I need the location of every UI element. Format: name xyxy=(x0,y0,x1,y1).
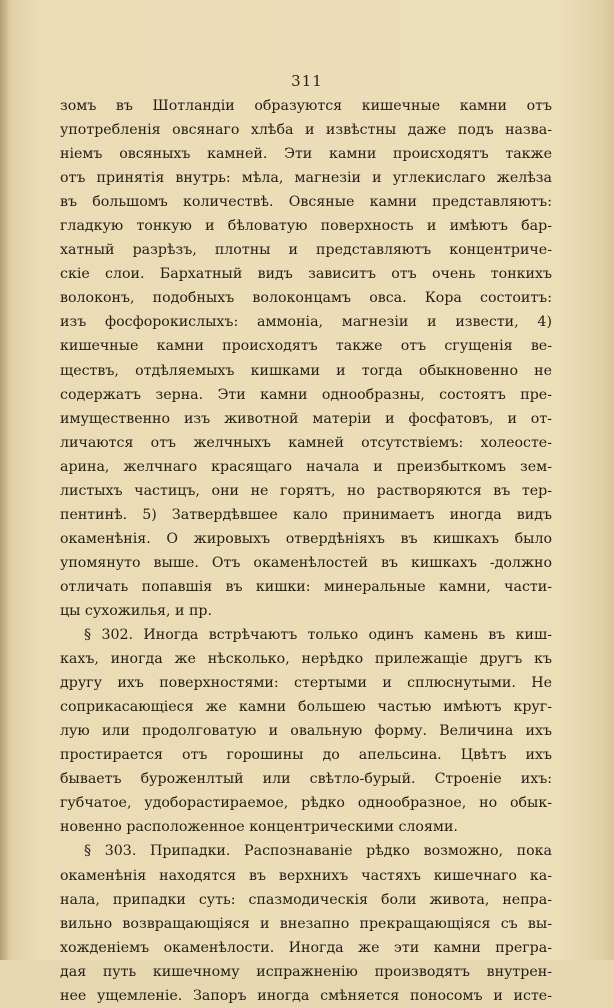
text-line: употребленія овсянаго хлѣба и извѣстны даже подъ назва- xyxy=(60,122,552,139)
text-line: соприкасающіеся же камни большею частью имѣютъ круг- xyxy=(60,699,552,716)
text-line: изъ фосфорокислыхъ: аммоніа, магнезіи и извести, 4) xyxy=(60,314,552,331)
text-line: арина, желчнаго красящаго начала и преизбыткомъ зем- xyxy=(60,458,552,475)
text-line: простирается отъ горошины до апельсина. Цвѣтъ ихъ xyxy=(60,747,552,764)
text-line: окаменѣнія находятся въ верхнихъ частяхъ кишечнаго ка- xyxy=(60,867,552,884)
text-line: окаменѣнія. О жировыхъ отвердѣніяхъ въ кишкахъ было xyxy=(60,530,552,547)
text-line: содержатъ зерна. Эти камни однообразны, состоятъ пре- xyxy=(60,386,552,403)
text-line: цы сухожилья, и пр. xyxy=(60,602,212,619)
paragraph-302-start: § 302. Иногда встрѣчаютъ только одинъ камень въ киш- xyxy=(84,627,552,644)
text-line: нала, припадки суть: спазмодическія боли живота, непра- xyxy=(60,891,552,908)
text-line: бываетъ буроженлтый или свѣтло-бурый. Строеніе ихъ: xyxy=(60,771,552,788)
text-line: гладкую тонкую и бѣловатую поверхность и имѣютъ бар- xyxy=(60,218,552,235)
text-line: имущественно изъ животной матеріи и фосфатовъ, и от- xyxy=(60,410,552,427)
spine-shadow xyxy=(0,0,10,960)
text-line: ществъ, отдѣляемыхъ кишками и тогда обыкновенно не xyxy=(60,362,552,379)
text-line: упомянуто выше. Отъ окаменѣлостей въ кишкахъ -должно xyxy=(60,554,552,571)
text-line: новенно расположенное концентрическими слоями. xyxy=(60,819,458,836)
text-line: листыхъ частицъ, они не горятъ, но растворяются въ тер- xyxy=(60,482,552,499)
text-line: въ большомъ количествѣ. Овсяные камни представляютъ: xyxy=(60,194,552,211)
text-line: личаются отъ желчныхъ камней отсутствіемъ: холеосте- xyxy=(60,434,552,451)
text-line: нее ущемленіе. Запоръ иногда смѣняется поносомъ и исте- xyxy=(60,987,552,1004)
text-line: хатный разрѣзъ, плотны и представляютъ концентриче- xyxy=(60,242,552,259)
text-line: кишечные камни происходятъ также отъ сгущенія ве- xyxy=(60,338,552,355)
text-line: отъ принятія внутрь: мѣла, магнезіи и углекислаго желѣза xyxy=(60,170,552,187)
page-number: 311 xyxy=(291,72,323,90)
text-line: дая путь кишечному испражненію производятъ внутрен- xyxy=(60,963,552,980)
text-line: хожденіемъ окаменѣлости. Иногда же эти камни прегра- xyxy=(60,939,552,956)
text-line: зомъ въ Шотландіи образуются кишечные камни отъ xyxy=(60,98,552,114)
text-line: лую или продолговатую и овальную форму. Величина ихъ xyxy=(60,723,552,740)
paragraph-303-start: § 303. Припадки. Распознаваніе рѣдко возможно, пока xyxy=(84,843,552,860)
text-line: ніемъ овсяныхъ камней. Эти камни происходятъ также xyxy=(60,146,552,163)
text-line: вильно возвращающіяся и внезапно прекращающіяся съ вы- xyxy=(60,915,552,932)
body-text xyxy=(60,94,552,1008)
text-line: другу ихъ поверхностями: стертыми и сплюснутыми. Не xyxy=(60,675,552,692)
text-line: кахъ, иногда же нѣсколько, нерѣдко прилежащіе другъ къ xyxy=(60,651,552,668)
text-line: волоконъ, подобныхъ волоконцамъ овса. Кора состоитъ: xyxy=(60,290,552,307)
text-line: скіе слои. Бархатный видъ зависитъ отъ очень тонкихъ xyxy=(60,266,552,283)
text-line: пентинѣ. 5) Затвердѣвшее кало принимаетъ иногда видъ xyxy=(60,506,552,523)
text-line: отличать попавшія въ кишки: минеральные камни, части- xyxy=(60,578,552,595)
text-line: губчатое, удобоpастираемое, рѣдко однообразное, но обык- xyxy=(60,795,552,812)
